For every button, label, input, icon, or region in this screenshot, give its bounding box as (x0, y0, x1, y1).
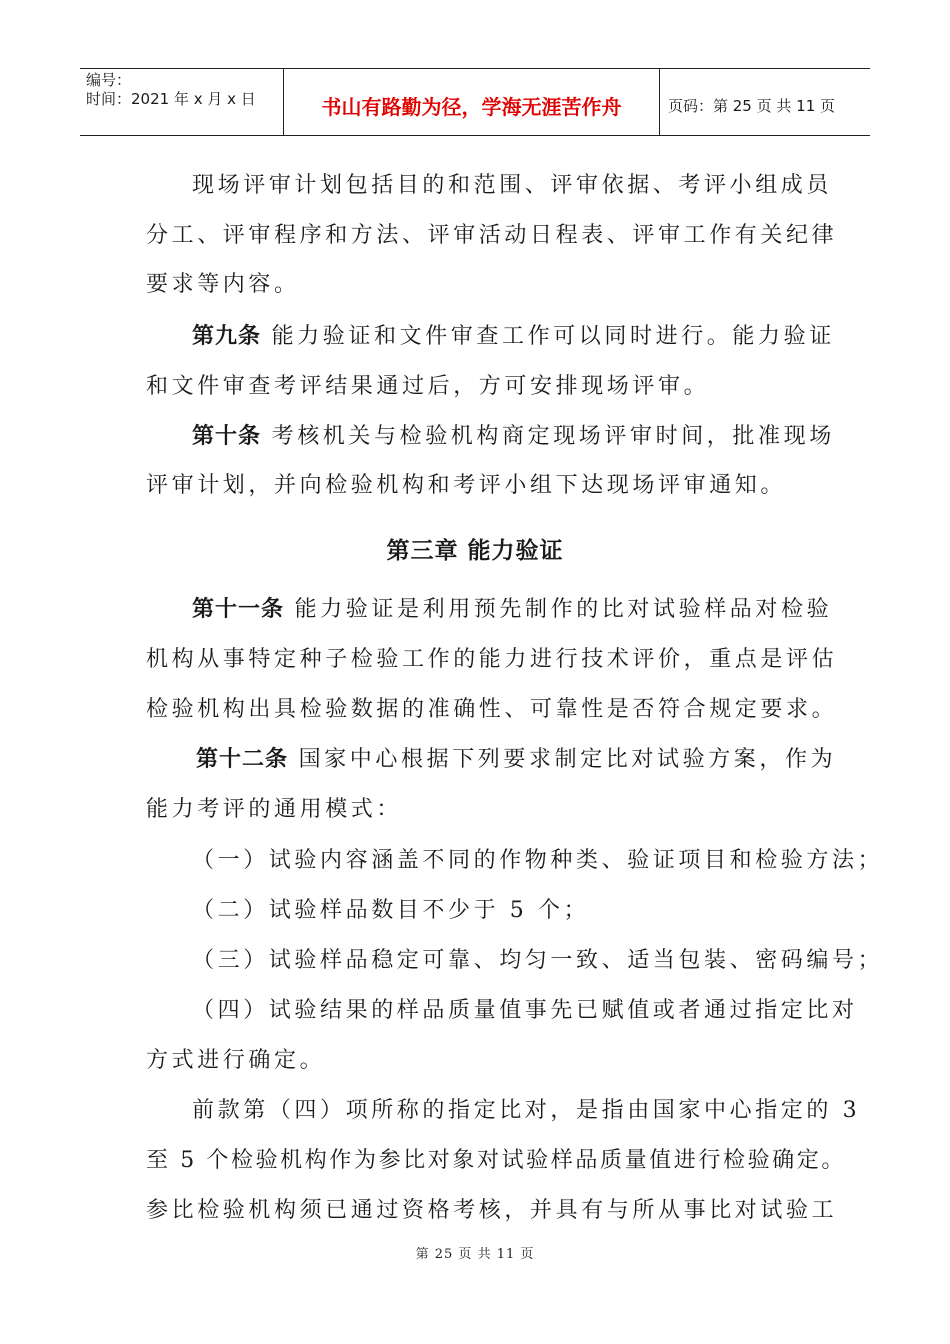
article-11-text: 能力验证是利用预先制作的比对试验样品对检验 (294, 597, 833, 622)
header-time: 时间：2021 年 x 月 x 日 (86, 90, 256, 108)
header-number: 编号： (86, 71, 132, 89)
article-9 (192, 322, 835, 352)
article-12-title: 第十二条 (196, 747, 289, 772)
paragraph-line: 分工、评审程序和方法、评审活动日程表、评审工作有关纪律 (146, 223, 838, 248)
article-11 (192, 595, 832, 625)
article-9-text: 能力验证和文件审查工作可以同时进行。能力验证 (271, 324, 835, 349)
article-11-title: 第十一条 (192, 597, 285, 622)
paragraph-line: 机构从事特定种子检验工作的能力进行技术评价，重点是评估 (146, 647, 838, 672)
paragraph-line: 要求等内容。 (146, 272, 300, 297)
paragraph-line: 至 5 个检验机构作为参比对象对试验样品质量值进行检验确定。 (146, 1148, 846, 1173)
paragraph-line: 评审计划，并向检验机构和考评小组下达现场评审通知。 (146, 473, 787, 498)
article-10-text: 考核机关与检验机构商定现场评审时间，批准现场 (271, 424, 835, 449)
article-12-text: 国家中心根据下列要求制定比对试验方案，作为 (298, 747, 837, 772)
chapter-heading: 第三章 能力验证 (386, 538, 564, 564)
page-header (80, 68, 870, 136)
article-9-title: 第九条 (192, 324, 262, 349)
list-item: （四）试验结果的样品质量值事先已赋值或者通过指定比对 (192, 998, 858, 1023)
article-10 (192, 422, 835, 452)
header-page-info: 页码：第 25 页 共 11 页 (668, 96, 836, 115)
paragraph-line: 能力考评的通用模式： (146, 797, 403, 822)
list-item: （一）试验内容涵盖不同的作物种类、验证项目和检验方法； (192, 848, 884, 873)
header-motto: 书山有路勤为径，学海无涯苦作舟 (284, 69, 660, 135)
paragraph-line: 方式进行确定。 (146, 1048, 326, 1073)
list-item: （二）试验样品数目不少于 5 个； (192, 898, 590, 923)
header-meta (80, 69, 284, 135)
list-item: （三）试验样品稳定可靠、均匀一致、适当包装、密码编号； (192, 948, 884, 973)
paragraph-line: 检验机构出具检验数据的准确性、可靠性是否符合规定要求。 (146, 697, 838, 722)
paragraph-line: 现场评审计划包括目的和范围、评审依据、考评小组成员 (192, 173, 833, 198)
article-10-title: 第十条 (192, 424, 262, 449)
paragraph-line: 参比检验机构须已通过资格考核，并具有与所从事比对试验工 (146, 1198, 838, 1223)
article-12 (196, 745, 836, 775)
paragraph-line: 和文件审查考评结果通过后，方可安排现场评审。 (146, 374, 710, 399)
paragraph-line: 前款第（四）项所称的指定比对，是指由国家中心指定的 3 (192, 1098, 861, 1123)
page-footer: 第 25 页 共 11 页 (415, 1247, 535, 1262)
